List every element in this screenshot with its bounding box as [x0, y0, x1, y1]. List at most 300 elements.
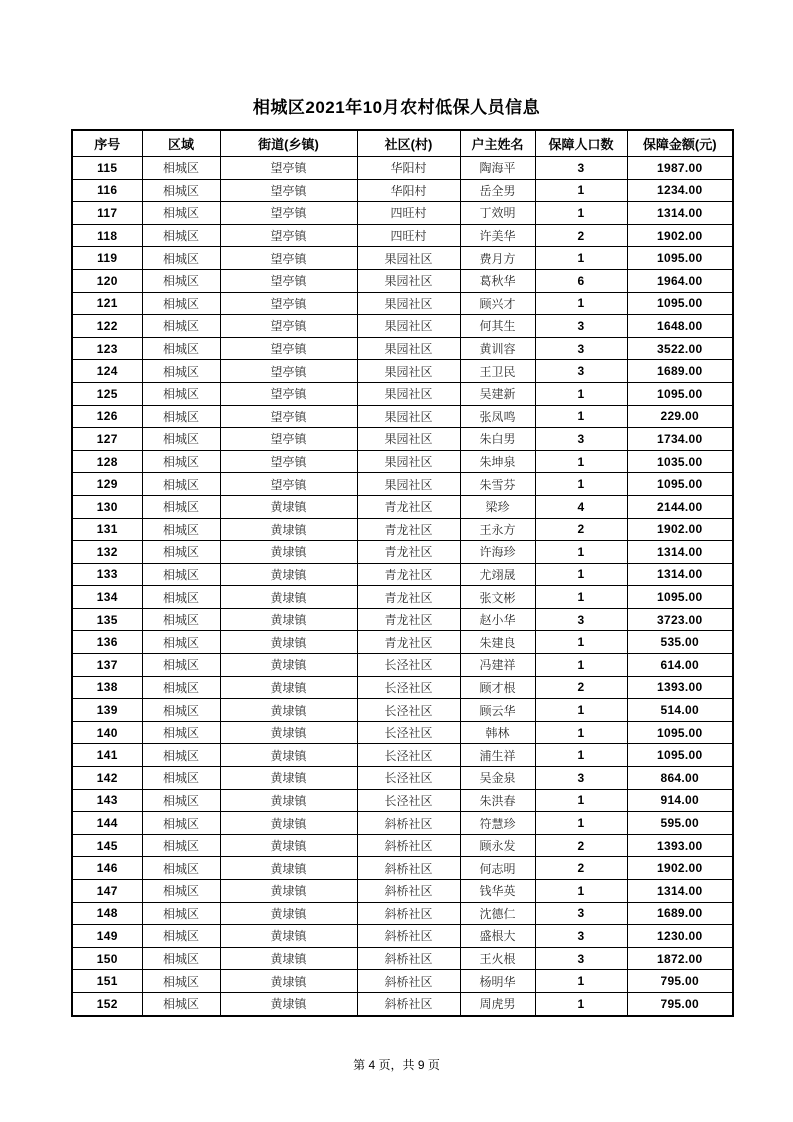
cell-index: 133	[72, 563, 142, 586]
cell-index: 124	[72, 360, 142, 383]
cell-town: 望亭镇	[220, 337, 357, 360]
cell-amount: 1872.00	[627, 947, 733, 970]
cell-amount: 795.00	[627, 970, 733, 993]
cell-index: 117	[72, 202, 142, 225]
cell-community: 长泾社区	[357, 654, 460, 677]
cell-amount: 1393.00	[627, 676, 733, 699]
cell-amount: 864.00	[627, 767, 733, 790]
cell-population: 3	[535, 315, 627, 338]
table-row	[72, 608, 733, 631]
table-row	[72, 970, 733, 993]
cell-amount: 1648.00	[627, 315, 733, 338]
cell-community: 果园社区	[357, 382, 460, 405]
cell-index: 125	[72, 382, 142, 405]
cell-community: 果园社区	[357, 337, 460, 360]
cell-district: 相城区	[142, 744, 220, 767]
cell-district: 相城区	[142, 382, 220, 405]
cell-name: 费月方	[460, 247, 535, 270]
cell-town: 望亭镇	[220, 473, 357, 496]
cell-town: 望亭镇	[220, 202, 357, 225]
cell-community: 果园社区	[357, 269, 460, 292]
cell-index: 148	[72, 902, 142, 925]
cell-name: 尤翊晟	[460, 563, 535, 586]
cell-index: 149	[72, 925, 142, 948]
cell-name: 许海珍	[460, 541, 535, 564]
cell-amount: 1095.00	[627, 292, 733, 315]
cell-community: 斜桥社区	[357, 834, 460, 857]
cell-town: 黄埭镇	[220, 608, 357, 631]
cell-index: 137	[72, 654, 142, 677]
cell-population: 2	[535, 857, 627, 880]
cell-amount: 1902.00	[627, 518, 733, 541]
cell-community: 果园社区	[357, 450, 460, 473]
cell-town: 黄埭镇	[220, 767, 357, 790]
cell-community: 斜桥社区	[357, 992, 460, 1015]
cell-town: 黄埭镇	[220, 654, 357, 677]
cell-name: 顾云华	[460, 699, 535, 722]
cell-amount: 1393.00	[627, 834, 733, 857]
cell-index: 129	[72, 473, 142, 496]
cell-name: 符慧珍	[460, 812, 535, 835]
cell-amount: 3522.00	[627, 337, 733, 360]
cell-district: 相城区	[142, 157, 220, 180]
table-row	[72, 179, 733, 202]
cell-population: 1	[535, 699, 627, 722]
cell-district: 相城区	[142, 428, 220, 451]
table-header-row	[72, 130, 733, 157]
cell-name: 韩林	[460, 721, 535, 744]
cell-index: 120	[72, 269, 142, 292]
cell-amount: 1230.00	[627, 925, 733, 948]
table-row	[72, 495, 733, 518]
cell-population: 1	[535, 405, 627, 428]
cell-district: 相城区	[142, 450, 220, 473]
cell-amount: 229.00	[627, 405, 733, 428]
cell-population: 3	[535, 767, 627, 790]
cell-index: 143	[72, 789, 142, 812]
cell-index: 146	[72, 857, 142, 880]
cell-index: 152	[72, 992, 142, 1015]
page-number: 第 4 页，共 9 页	[353, 1058, 440, 1072]
table-row	[72, 405, 733, 428]
cell-name: 何志明	[460, 857, 535, 880]
table-row	[72, 541, 733, 564]
cell-population: 4	[535, 495, 627, 518]
cell-index: 134	[72, 586, 142, 609]
cell-name: 王永方	[460, 518, 535, 541]
cell-town: 望亭镇	[220, 224, 357, 247]
cell-community: 长泾社区	[357, 789, 460, 812]
cell-town: 黄埭镇	[220, 676, 357, 699]
cell-population: 3	[535, 428, 627, 451]
cell-amount: 1734.00	[627, 428, 733, 451]
cell-town: 望亭镇	[220, 405, 357, 428]
cell-name: 葛秋华	[460, 269, 535, 292]
cell-index: 131	[72, 518, 142, 541]
cell-amount: 1095.00	[627, 586, 733, 609]
table-row	[72, 247, 733, 270]
cell-town: 黄埭镇	[220, 925, 357, 948]
cell-name: 何其生	[460, 315, 535, 338]
cell-population: 1	[535, 179, 627, 202]
cell-name: 梁珍	[460, 495, 535, 518]
column-header-district: 区域	[142, 130, 220, 157]
cell-index: 127	[72, 428, 142, 451]
cell-population: 3	[535, 608, 627, 631]
cell-index: 128	[72, 450, 142, 473]
cell-town: 望亭镇	[220, 382, 357, 405]
cell-community: 长泾社区	[357, 721, 460, 744]
cell-index: 116	[72, 179, 142, 202]
cell-name: 许美华	[460, 224, 535, 247]
cell-amount: 1902.00	[627, 224, 733, 247]
cell-district: 相城区	[142, 857, 220, 880]
cell-index: 119	[72, 247, 142, 270]
cell-population: 3	[535, 947, 627, 970]
table-row	[72, 269, 733, 292]
cell-district: 相城区	[142, 473, 220, 496]
cell-district: 相城区	[142, 631, 220, 654]
cell-amount: 1987.00	[627, 157, 733, 180]
cell-population: 1	[535, 450, 627, 473]
table-header	[72, 130, 733, 157]
cell-community: 斜桥社区	[357, 902, 460, 925]
column-header-population: 保障人口数	[535, 130, 627, 157]
cell-name: 顾才根	[460, 676, 535, 699]
cell-index: 138	[72, 676, 142, 699]
table-row	[72, 382, 733, 405]
cell-district: 相城区	[142, 202, 220, 225]
cell-district: 相城区	[142, 541, 220, 564]
table-row	[72, 473, 733, 496]
cell-population: 1	[535, 202, 627, 225]
column-header-name: 户主姓名	[460, 130, 535, 157]
cell-town: 望亭镇	[220, 315, 357, 338]
cell-community: 四旺村	[357, 224, 460, 247]
cell-town: 黄埭镇	[220, 834, 357, 857]
cell-district: 相城区	[142, 721, 220, 744]
cell-district: 相城区	[142, 292, 220, 315]
cell-index: 122	[72, 315, 142, 338]
table-row	[72, 360, 733, 383]
cell-index: 151	[72, 970, 142, 993]
cell-index: 142	[72, 767, 142, 790]
column-header-town: 街道(乡镇)	[220, 130, 357, 157]
cell-community: 斜桥社区	[357, 857, 460, 880]
cell-amount: 1035.00	[627, 450, 733, 473]
cell-district: 相城区	[142, 608, 220, 631]
cell-amount: 1095.00	[627, 473, 733, 496]
cell-community: 青龙社区	[357, 541, 460, 564]
cell-community: 果园社区	[357, 360, 460, 383]
cell-community: 华阳村	[357, 157, 460, 180]
column-header-community: 社区(村)	[357, 130, 460, 157]
cell-town: 黄埭镇	[220, 857, 357, 880]
welfare-table	[71, 129, 734, 1017]
cell-community: 果园社区	[357, 428, 460, 451]
cell-district: 相城区	[142, 269, 220, 292]
cell-population: 1	[535, 789, 627, 812]
cell-name: 朱白男	[460, 428, 535, 451]
cell-district: 相城区	[142, 247, 220, 270]
cell-amount: 514.00	[627, 699, 733, 722]
cell-name: 王卫民	[460, 360, 535, 383]
cell-town: 黄埭镇	[220, 744, 357, 767]
cell-town: 黄埭镇	[220, 992, 357, 1015]
cell-amount: 1689.00	[627, 360, 733, 383]
cell-index: 139	[72, 699, 142, 722]
cell-name: 岳全男	[460, 179, 535, 202]
table-row	[72, 767, 733, 790]
cell-name: 黄训容	[460, 337, 535, 360]
table-row	[72, 654, 733, 677]
cell-population: 2	[535, 518, 627, 541]
cell-name: 钱华英	[460, 880, 535, 903]
table-row	[72, 337, 733, 360]
cell-community: 长泾社区	[357, 767, 460, 790]
table-row	[72, 902, 733, 925]
cell-population: 3	[535, 902, 627, 925]
cell-index: 118	[72, 224, 142, 247]
cell-district: 相城区	[142, 812, 220, 835]
cell-amount: 1314.00	[627, 202, 733, 225]
table-row	[72, 428, 733, 451]
cell-town: 黄埭镇	[220, 880, 357, 903]
cell-population: 6	[535, 269, 627, 292]
table-body	[72, 157, 733, 1016]
cell-community: 长泾社区	[357, 676, 460, 699]
cell-population: 3	[535, 157, 627, 180]
cell-district: 相城区	[142, 947, 220, 970]
cell-amount: 1095.00	[627, 382, 733, 405]
cell-amount: 1314.00	[627, 563, 733, 586]
cell-town: 黄埭镇	[220, 563, 357, 586]
cell-index: 150	[72, 947, 142, 970]
table-row	[72, 880, 733, 903]
cell-name: 丁效明	[460, 202, 535, 225]
cell-index: 136	[72, 631, 142, 654]
cell-population: 1	[535, 812, 627, 835]
table-row	[72, 157, 733, 180]
cell-town: 黄埭镇	[220, 586, 357, 609]
cell-population: 1	[535, 631, 627, 654]
cell-district: 相城区	[142, 179, 220, 202]
cell-town: 望亭镇	[220, 360, 357, 383]
cell-population: 1	[535, 541, 627, 564]
cell-name: 沈德仁	[460, 902, 535, 925]
cell-population: 1	[535, 744, 627, 767]
cell-amount: 1902.00	[627, 857, 733, 880]
cell-name: 赵小华	[460, 608, 535, 631]
cell-amount: 614.00	[627, 654, 733, 677]
cell-district: 相城区	[142, 563, 220, 586]
table-row	[72, 834, 733, 857]
table-row	[72, 925, 733, 948]
cell-district: 相城区	[142, 337, 220, 360]
cell-amount: 3723.00	[627, 608, 733, 631]
table-row	[72, 315, 733, 338]
table-row	[72, 224, 733, 247]
cell-town: 望亭镇	[220, 428, 357, 451]
cell-community: 长泾社区	[357, 744, 460, 767]
cell-amount: 1964.00	[627, 269, 733, 292]
cell-name: 朱建良	[460, 631, 535, 654]
cell-town: 黄埭镇	[220, 518, 357, 541]
table-row	[72, 563, 733, 586]
cell-community: 斜桥社区	[357, 880, 460, 903]
cell-town: 黄埭镇	[220, 631, 357, 654]
cell-population: 1	[535, 654, 627, 677]
cell-community: 长泾社区	[357, 699, 460, 722]
cell-name: 朱雪芬	[460, 473, 535, 496]
cell-community: 果园社区	[357, 405, 460, 428]
cell-amount: 795.00	[627, 992, 733, 1015]
cell-district: 相城区	[142, 699, 220, 722]
cell-index: 123	[72, 337, 142, 360]
cell-index: 145	[72, 834, 142, 857]
cell-district: 相城区	[142, 360, 220, 383]
cell-index: 144	[72, 812, 142, 835]
cell-name: 杨明华	[460, 970, 535, 993]
cell-population: 1	[535, 880, 627, 903]
cell-town: 望亭镇	[220, 450, 357, 473]
cell-community: 四旺村	[357, 202, 460, 225]
cell-town: 望亭镇	[220, 269, 357, 292]
cell-district: 相城区	[142, 654, 220, 677]
cell-name: 朱坤泉	[460, 450, 535, 473]
cell-amount: 535.00	[627, 631, 733, 654]
cell-district: 相城区	[142, 586, 220, 609]
cell-town: 黄埭镇	[220, 812, 357, 835]
cell-population: 1	[535, 970, 627, 993]
cell-population: 3	[535, 925, 627, 948]
cell-community: 果园社区	[357, 473, 460, 496]
table-row	[72, 586, 733, 609]
cell-district: 相城区	[142, 518, 220, 541]
column-header-index: 序号	[72, 130, 142, 157]
cell-population: 1	[535, 473, 627, 496]
cell-index: 132	[72, 541, 142, 564]
cell-amount: 1095.00	[627, 721, 733, 744]
cell-name: 陶海平	[460, 157, 535, 180]
cell-index: 126	[72, 405, 142, 428]
cell-town: 望亭镇	[220, 292, 357, 315]
table-row	[72, 721, 733, 744]
cell-population: 3	[535, 337, 627, 360]
cell-community: 青龙社区	[357, 518, 460, 541]
cell-population: 2	[535, 834, 627, 857]
cell-district: 相城区	[142, 970, 220, 993]
cell-town: 黄埭镇	[220, 789, 357, 812]
cell-district: 相城区	[142, 405, 220, 428]
table-row	[72, 202, 733, 225]
cell-amount: 1689.00	[627, 902, 733, 925]
cell-town: 望亭镇	[220, 157, 357, 180]
cell-name: 顾兴才	[460, 292, 535, 315]
table-row	[72, 857, 733, 880]
cell-amount: 1095.00	[627, 744, 733, 767]
cell-amount: 914.00	[627, 789, 733, 812]
cell-amount: 595.00	[627, 812, 733, 835]
cell-town: 黄埭镇	[220, 721, 357, 744]
cell-amount: 2144.00	[627, 495, 733, 518]
cell-population: 2	[535, 676, 627, 699]
cell-town: 望亭镇	[220, 247, 357, 270]
cell-community: 青龙社区	[357, 586, 460, 609]
table-row	[72, 947, 733, 970]
cell-district: 相城区	[142, 315, 220, 338]
cell-name: 周虎男	[460, 992, 535, 1015]
cell-district: 相城区	[142, 834, 220, 857]
cell-community: 斜桥社区	[357, 812, 460, 835]
cell-town: 黄埭镇	[220, 699, 357, 722]
cell-population: 1	[535, 382, 627, 405]
table-row	[72, 992, 733, 1015]
cell-community: 青龙社区	[357, 631, 460, 654]
cell-community: 青龙社区	[357, 563, 460, 586]
cell-index: 147	[72, 880, 142, 903]
cell-town: 黄埭镇	[220, 902, 357, 925]
cell-town: 望亭镇	[220, 179, 357, 202]
cell-population: 1	[535, 721, 627, 744]
cell-population: 1	[535, 292, 627, 315]
cell-index: 115	[72, 157, 142, 180]
cell-town: 黄埭镇	[220, 495, 357, 518]
cell-community: 斜桥社区	[357, 925, 460, 948]
cell-index: 121	[72, 292, 142, 315]
cell-community: 斜桥社区	[357, 947, 460, 970]
cell-district: 相城区	[142, 902, 220, 925]
cell-district: 相城区	[142, 224, 220, 247]
cell-name: 冯建祥	[460, 654, 535, 677]
cell-community: 青龙社区	[357, 495, 460, 518]
column-header-amount: 保障金额(元)	[627, 130, 733, 157]
cell-population: 1	[535, 992, 627, 1015]
cell-name: 盛根大	[460, 925, 535, 948]
table-row	[72, 789, 733, 812]
cell-name: 吴金泉	[460, 767, 535, 790]
cell-name: 张凤鸣	[460, 405, 535, 428]
cell-district: 相城区	[142, 676, 220, 699]
cell-district: 相城区	[142, 880, 220, 903]
table-row	[72, 292, 733, 315]
cell-population: 2	[535, 224, 627, 247]
cell-population: 1	[535, 586, 627, 609]
cell-name: 浦生祥	[460, 744, 535, 767]
cell-town: 黄埭镇	[220, 541, 357, 564]
cell-district: 相城区	[142, 992, 220, 1015]
cell-name: 张文彬	[460, 586, 535, 609]
cell-community: 果园社区	[357, 315, 460, 338]
cell-community: 斜桥社区	[357, 970, 460, 993]
cell-name: 朱洪春	[460, 789, 535, 812]
cell-name: 吴建新	[460, 382, 535, 405]
cell-amount: 1095.00	[627, 247, 733, 270]
table-row	[72, 450, 733, 473]
cell-name: 王火根	[460, 947, 535, 970]
cell-index: 140	[72, 721, 142, 744]
cell-population: 3	[535, 360, 627, 383]
cell-index: 130	[72, 495, 142, 518]
table-row	[72, 812, 733, 835]
cell-index: 135	[72, 608, 142, 631]
cell-community: 果园社区	[357, 247, 460, 270]
cell-town: 黄埭镇	[220, 970, 357, 993]
cell-amount: 1314.00	[627, 880, 733, 903]
table-row	[72, 744, 733, 767]
cell-district: 相城区	[142, 767, 220, 790]
cell-population: 1	[535, 563, 627, 586]
